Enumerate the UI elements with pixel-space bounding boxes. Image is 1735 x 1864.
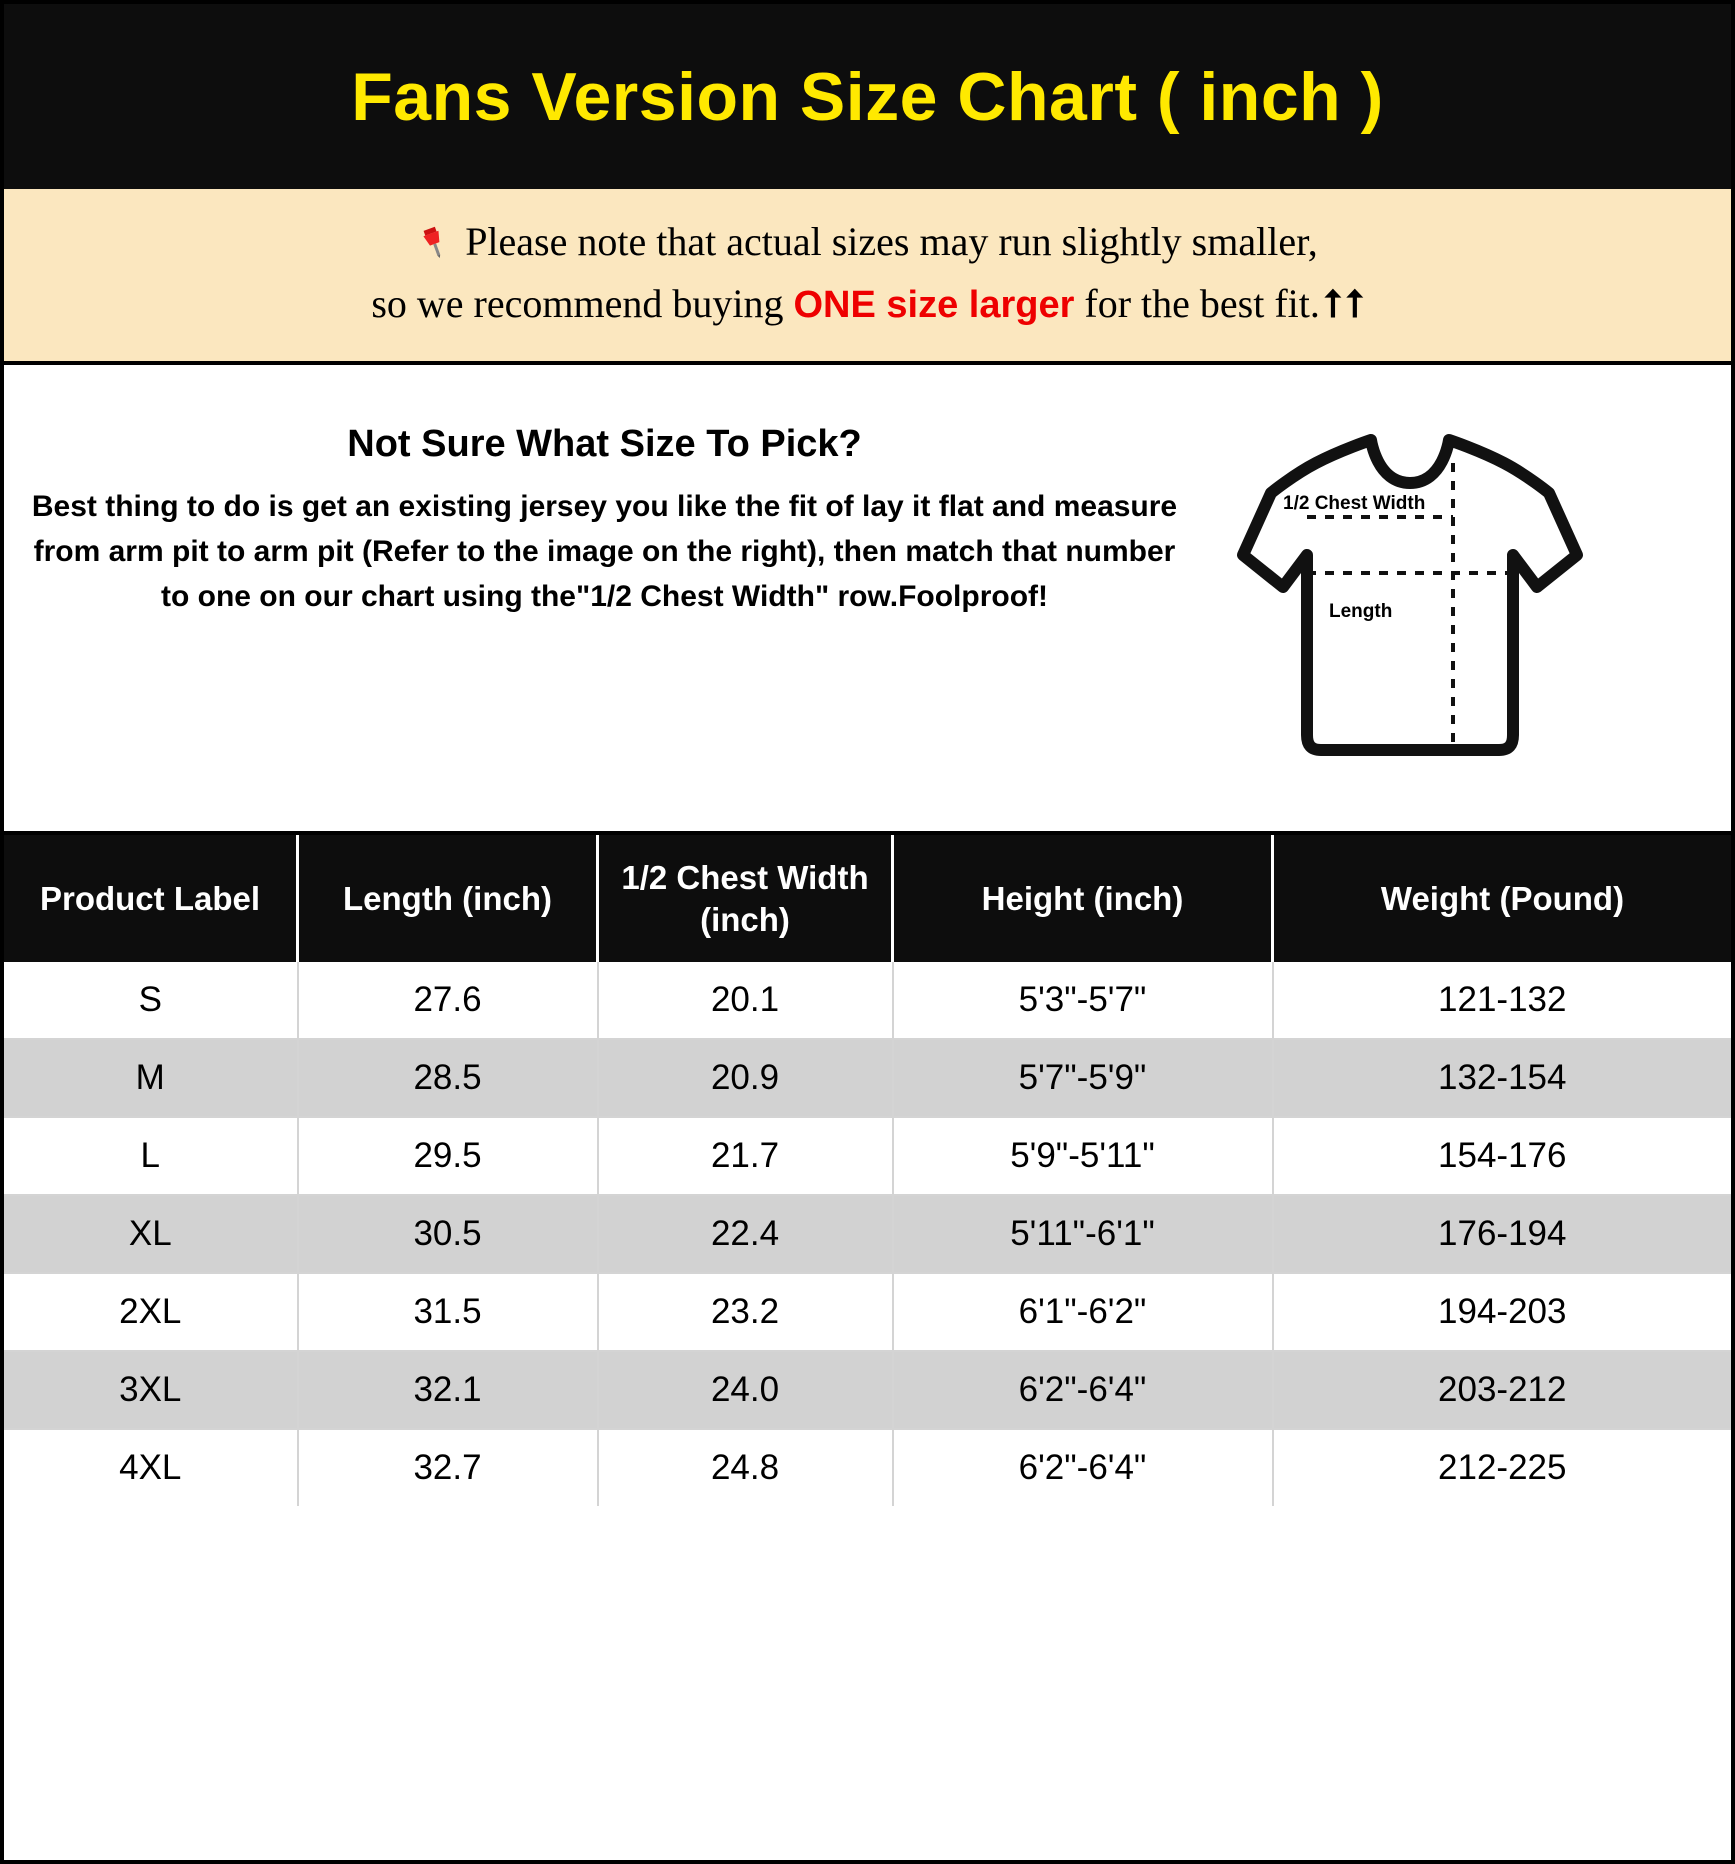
tshirt-icon [1221, 405, 1691, 765]
table-row [4, 1117, 1731, 1195]
arrow-up-icon-2: ⭡ [1345, 284, 1364, 326]
header-weight: Weight (Pound) [1273, 835, 1732, 962]
cell-height: 6'2"-6'4" [893, 1351, 1273, 1429]
cell-chest: 22.4 [598, 1195, 893, 1273]
header-length: Length (inch) [298, 835, 598, 962]
cell-height: 6'2"-6'4" [893, 1429, 1273, 1506]
pushpin-icon [417, 219, 451, 273]
cell-height: 5'7"-5'9" [893, 1039, 1273, 1117]
arrow-up-icon-1: ⭡ [1323, 284, 1342, 326]
cell-weight: 194-203 [1273, 1273, 1732, 1351]
help-section [4, 365, 1731, 835]
cell-chest: 23.2 [598, 1273, 893, 1351]
note-text-2-prefix: so we recommend buying [371, 281, 794, 326]
header-height: Height (inch) [893, 835, 1273, 962]
cell-length: 28.5 [298, 1039, 598, 1117]
page-title: Fans Version Size Chart ( inch ) [351, 58, 1384, 135]
cell-label: XL [4, 1195, 298, 1273]
cell-chest: 20.1 [598, 962, 893, 1039]
table-header [4, 835, 1731, 962]
cell-height: 5'11"-6'1" [893, 1195, 1273, 1273]
cell-label: L [4, 1117, 298, 1195]
cell-height: 5'9"-5'11" [893, 1117, 1273, 1195]
table-row [4, 1273, 1731, 1351]
note-band [4, 189, 1731, 365]
note-text-2-suffix: for the best fit. [1074, 281, 1320, 326]
chest-width-label: 1/2 Chest Width [1283, 493, 1426, 515]
cell-weight: 132-154 [1273, 1039, 1732, 1117]
header-product-label: Product Label [4, 835, 298, 962]
length-label: Length [1329, 601, 1393, 623]
cell-chest: 21.7 [598, 1117, 893, 1195]
cell-length: 27.6 [298, 962, 598, 1039]
cell-chest: 24.8 [598, 1429, 893, 1506]
cell-length: 30.5 [298, 1195, 598, 1273]
table-row [4, 1429, 1731, 1506]
table-header-row [4, 835, 1731, 962]
cell-length: 32.1 [298, 1351, 598, 1429]
title-bar [4, 4, 1731, 189]
cell-label: M [4, 1039, 298, 1117]
table-body [4, 962, 1731, 1506]
table-row [4, 1351, 1731, 1429]
table-row [4, 1195, 1731, 1273]
help-text-block [4, 365, 1221, 619]
tshirt-diagram [1221, 405, 1691, 785]
header-chest-width: 1/2 Chest Width (inch) [598, 835, 893, 962]
help-body: Best thing to do is get an existing jersey you like the fit of lay it flat and measure from arm pit to arm pit (Refer to the image on the right), then match that number to one on our chart using the"1/2 Chest Width" row.Foolproof! [31, 490, 1178, 614]
cell-label: 3XL [4, 1351, 298, 1429]
note-emphasis: ONE size larger [793, 284, 1075, 326]
cell-weight: 154-176 [1273, 1117, 1732, 1195]
cell-weight: 212-225 [1438, 1447, 1567, 1487]
cell-weight: 203-212 [1273, 1351, 1732, 1429]
size-table [4, 835, 1731, 1506]
help-heading: Not Sure What Size To Pick? [347, 423, 862, 466]
note-line-1 [24, 215, 1711, 269]
table-row [4, 962, 1731, 1039]
cell-label: 4XL [4, 1429, 298, 1506]
cell-weight: 121-132 [1273, 962, 1732, 1039]
cell-length: 29.5 [298, 1117, 598, 1195]
cell-length: 32.7 [298, 1429, 598, 1506]
note-text-1: Please note that actual sizes may run slightly smaller, [465, 219, 1318, 264]
cell-chest: 20.9 [598, 1039, 893, 1117]
table-row [4, 1039, 1731, 1117]
cell-label: 2XL [4, 1273, 298, 1351]
cell-height: 5'3"-5'7" [893, 962, 1273, 1039]
cell-length: 31.5 [298, 1273, 598, 1351]
cell-height: 6'1"-6'2" [893, 1273, 1273, 1351]
cell-weight: 176-194 [1273, 1195, 1732, 1273]
cell-chest: 24.0 [598, 1351, 893, 1429]
note-line-2 [24, 277, 1711, 331]
cell-label: S [4, 962, 298, 1039]
